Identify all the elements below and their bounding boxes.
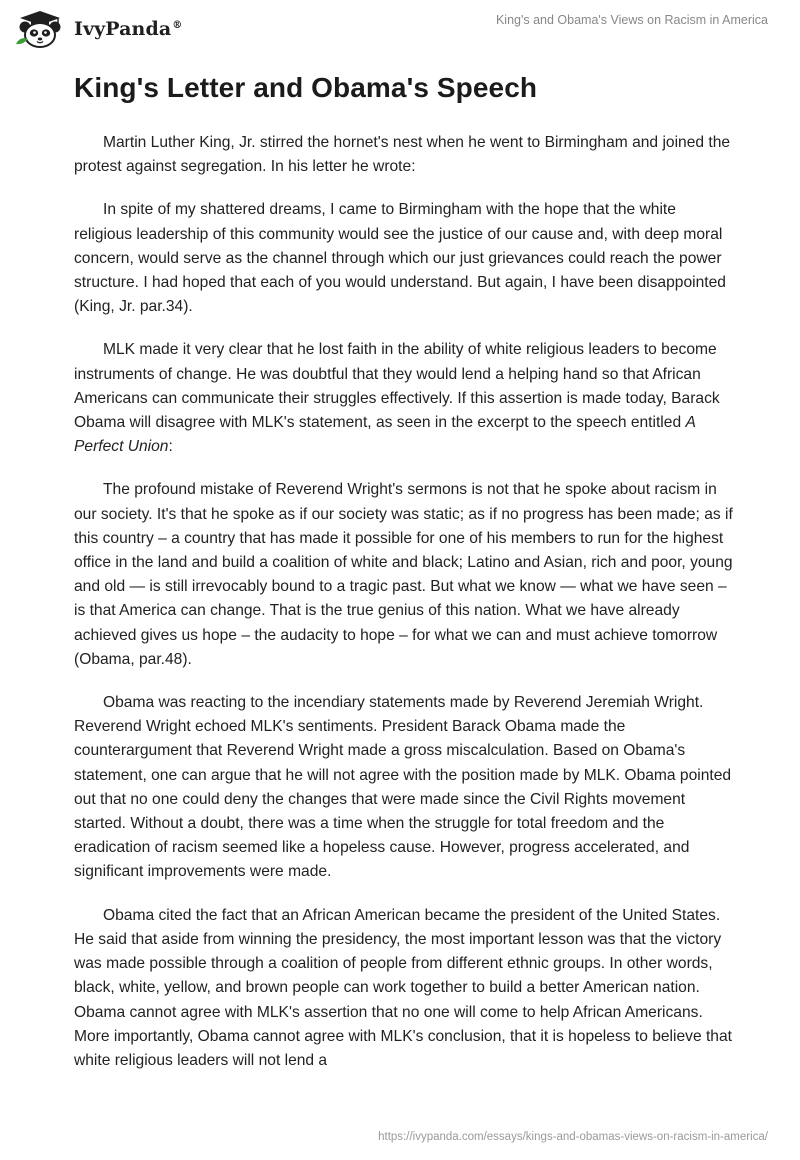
paragraph-reaction: Obama was reacting to the incendiary statements made by Reverend Jeremiah Wright. Reverend Wright echoed MLK's sentiments. President Barack Obama made the counterargument that Reverend Wright made a gross miscalculation. Based on Obama's statement, one can argue that he will not agree with the position made by MLK. Obama pointed out that no one could deny the changes that were made since the Civil Rights movement started. Without a doubt, there was a time when the struggle for total freedom and the eradication of racism seemed like a hopeless cause. However, progress accelerated, and significant improvements were made.: [74, 694, 732, 881]
article-body: [74, 131, 734, 1092]
document-title: King's and Obama's Views on Racism in America: [495, 13, 768, 27]
speech-title: A Perfect Union: [74, 414, 696, 456]
page-title: King's Letter and Obama's Speech: [74, 72, 538, 103]
quote-king: In spite of my shattered dreams, I came to Birmingham with the hope that the white religious leadership of this community would see the justice of our cause and, with deep moral concern, would serve as the channel through which our just grievances could reach the power structure. I had hoped that each of you would understand. But again, I have been disappointed (King, Jr. par.34).: [74, 201, 726, 316]
ivypanda-logo[interactable]: [14, 10, 182, 48]
logo-wordmark: IvyPanda®: [74, 18, 183, 40]
source-url[interactable]: https://ivypanda.com/essays/kings-and-obamas-views-on-racism-in-america/: [378, 1131, 768, 1143]
quote-obama: The profound mistake of Reverend Wright's sermons is not that he spoke about racism in our society. It's that he spoke as if our society was static; as if no progress has been made; as if this country – a country that has made it possible for one of his members to run for the highest office in the land and build a coalition of white and black; Latino and Asian, rich and poor, young and old — is still irrevocably bound to a tragic past. But what we know — what we have seen – is that America can change. That is the true genius of this nation. What we have already achieved gives us hope – the audacity to hope – for what we can and must achieve tomorrow (Obama, par.48).: [74, 481, 733, 668]
paragraph-intro: Martin Luther King, Jr. stirred the hornet's nest when he went to Birmingham and joined the protest against segregation. In his letter he wrote:: [74, 134, 731, 176]
page-header: [0, 0, 800, 62]
paragraph-analysis: MLK made it very clear that he lost faith in the ability of white religious leaders to become instruments of change. He was doubtful that they would lend a helping hand so that African Americans can communicate their struggles effectively. If this assertion is made today, Barack Obama will disagree with MLK's statement, as seen in the excerpt to the speech entitled A Perfect Union:: [74, 341, 720, 456]
paragraph-coalition: Obama cited the fact that an African American became the president of the United States. He said that aside from winning the presidency, the most important lesson was that the victory was made possible through a coalition of people from different ethnic groups. In other words, black, white, yellow, and brown people can work together to build a better American nation. Obama cannot agree with MLK's assertion that no one will come to help African Americans. More importantly, Obama cannot agree with MLK's conclusion, that it is hopeless to believe that white religious leaders will not lend a: [74, 906, 732, 1069]
panda-mascot-icon: [14, 10, 66, 48]
